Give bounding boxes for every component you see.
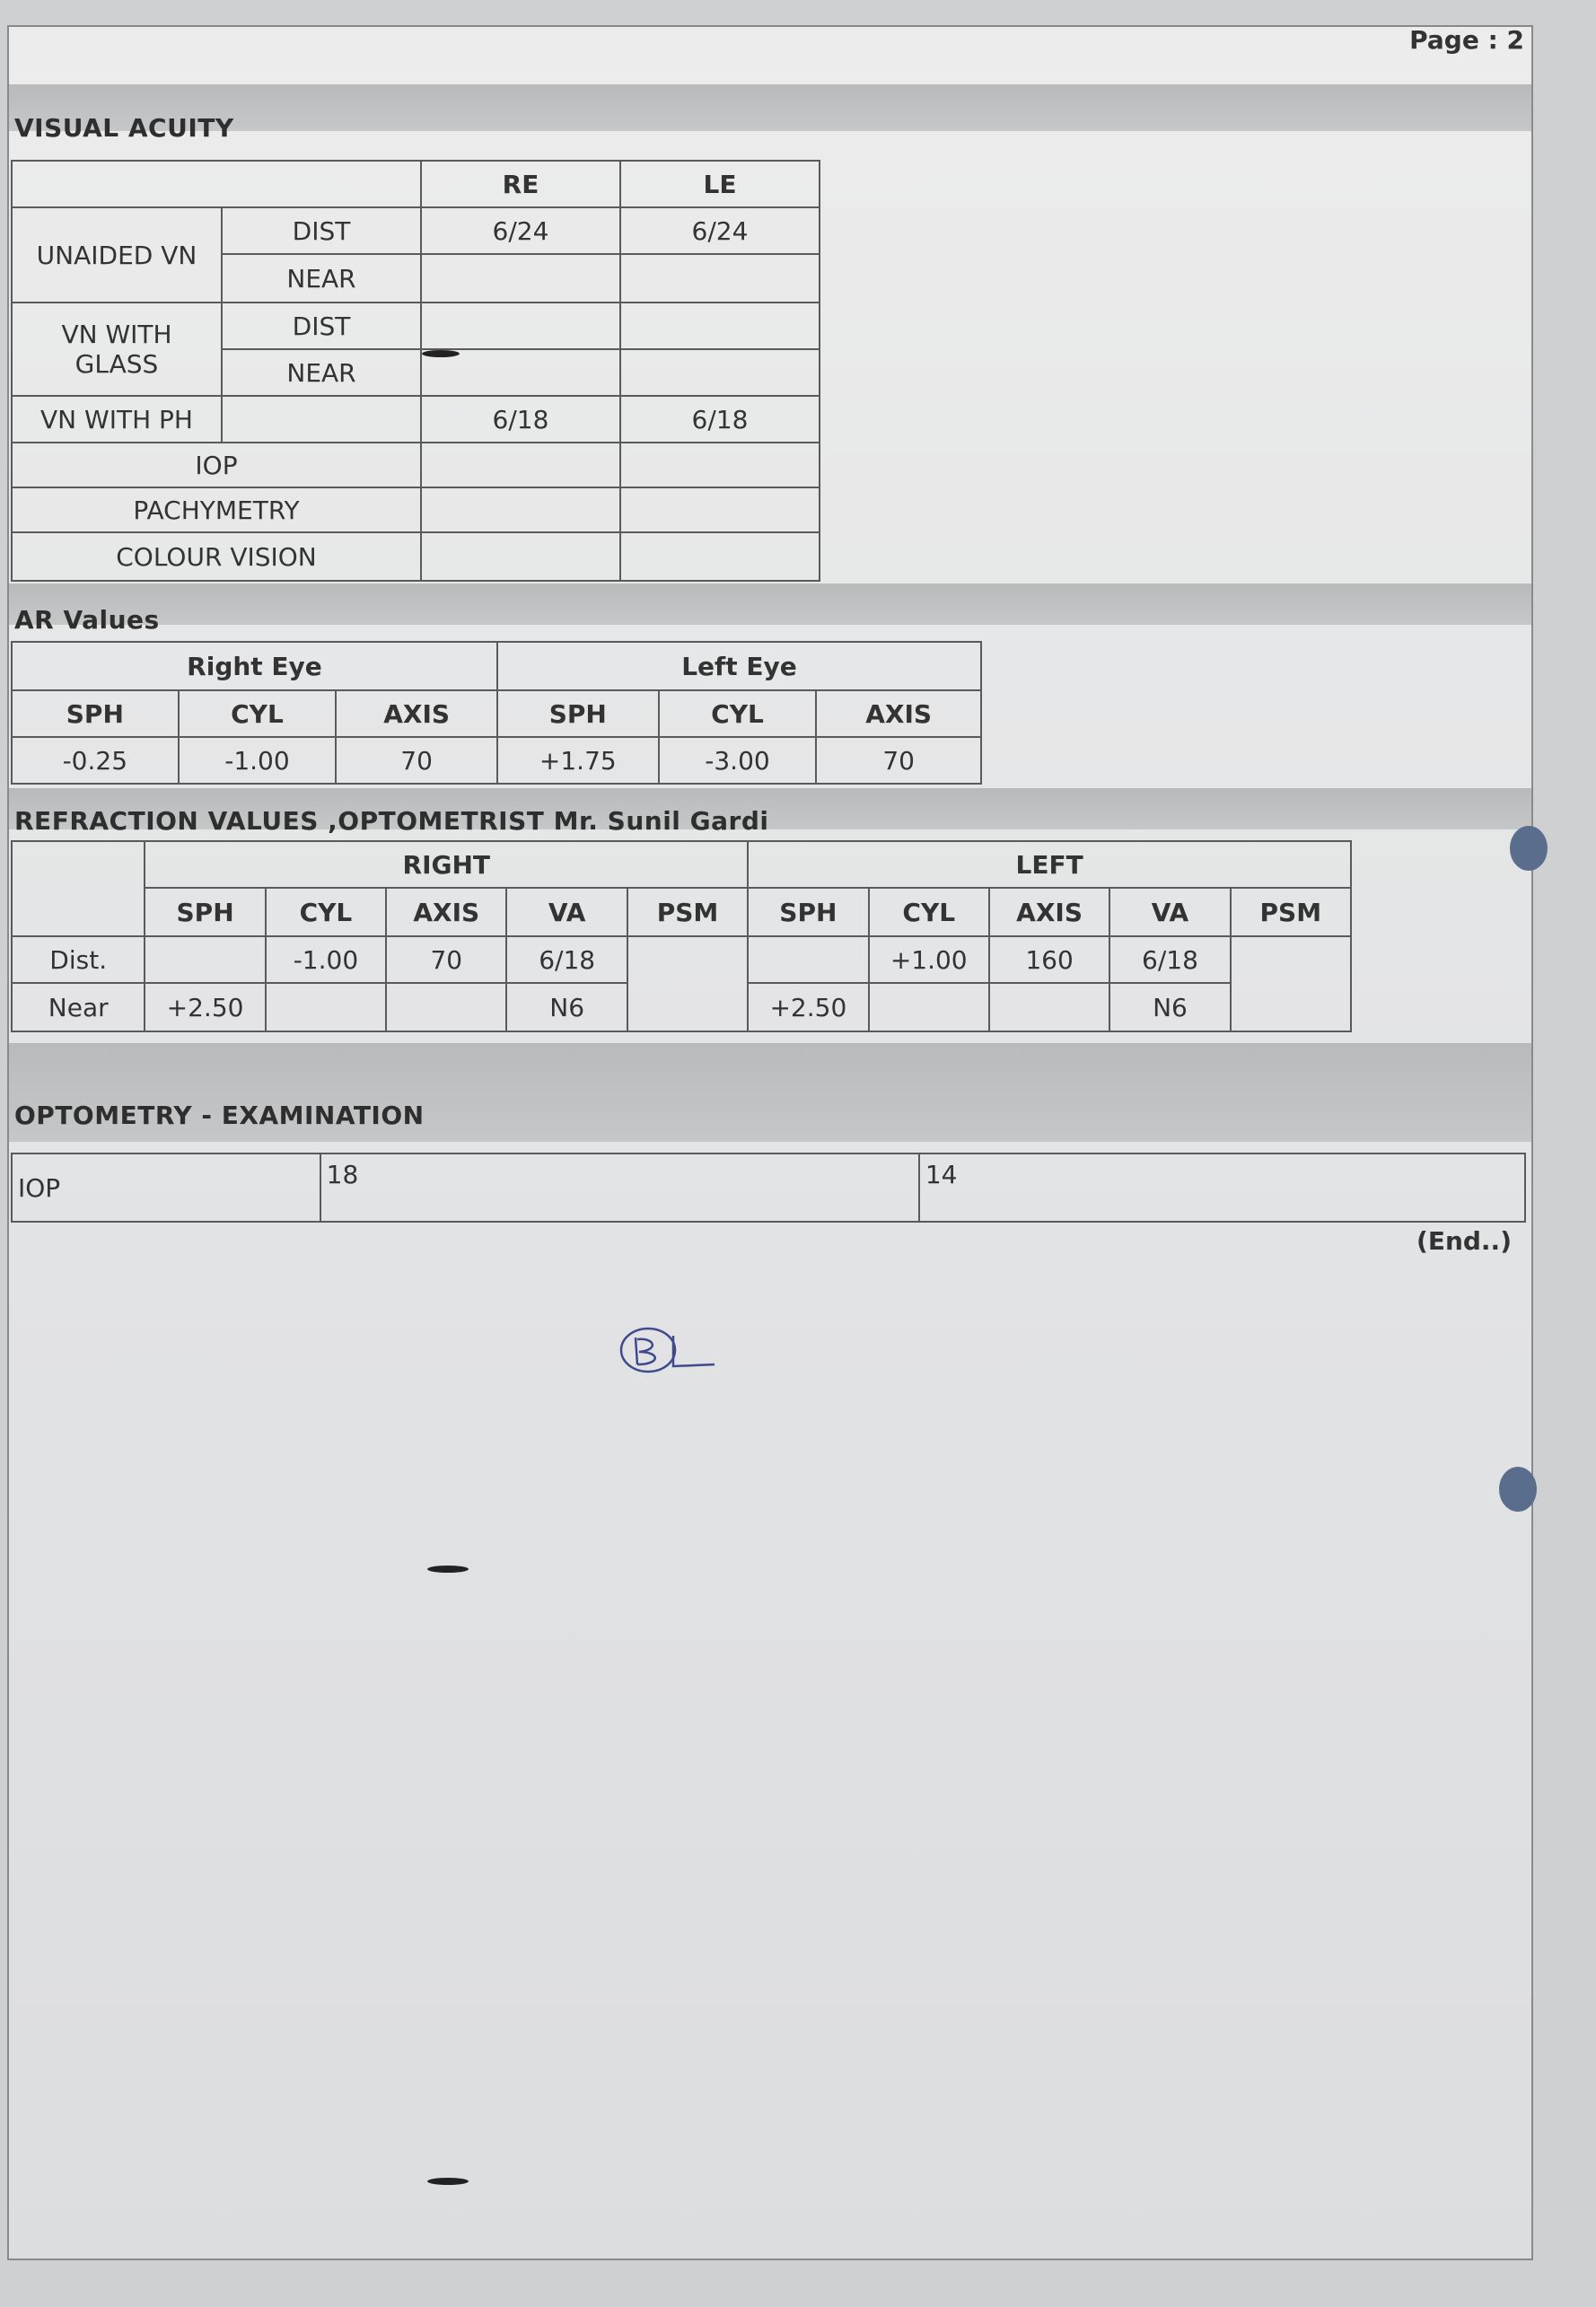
r-axis-header: AXIS xyxy=(386,888,506,936)
r-psm-value xyxy=(627,936,748,1031)
visual-acuity-title: VISUAL ACUITY xyxy=(14,113,234,143)
near-row-label: Near xyxy=(12,983,145,1031)
l-va-header: VA xyxy=(1109,888,1230,936)
vn-with-glass-label: VN WITH GLASS xyxy=(12,303,222,396)
refraction-corner-cell xyxy=(12,841,145,936)
ph-blank xyxy=(222,396,421,443)
r-cyl-header: CYL xyxy=(266,888,386,936)
vn-with-ph-label: VN WITH PH xyxy=(12,396,222,443)
unaided-near-re xyxy=(421,254,620,303)
pachymetry-re xyxy=(421,487,620,532)
l-dist-va: 6/18 xyxy=(1109,936,1230,983)
refraction-left-header: LEFT xyxy=(748,841,1351,888)
ph-le: 6/18 xyxy=(620,396,820,443)
ar-le-axis-header: AXIS xyxy=(816,690,981,737)
opt-iop-label: IOP xyxy=(12,1154,320,1222)
handwritten-initials-mark xyxy=(616,1320,741,1382)
ar-re-axis-header: AXIS xyxy=(336,690,497,737)
ar-le-sph: +1.75 xyxy=(497,737,659,784)
iop-re xyxy=(421,443,620,487)
l-near-cyl xyxy=(869,983,989,1031)
va-corner-cell xyxy=(12,161,421,207)
r-near-cyl xyxy=(266,983,386,1031)
r-va-header: VA xyxy=(506,888,627,936)
punch-hole xyxy=(1499,1467,1537,1512)
optometry-table xyxy=(11,1153,1526,1223)
pachymetry-le xyxy=(620,487,820,532)
iop-label: IOP xyxy=(12,443,421,487)
ar-re-cyl-header: CYL xyxy=(179,690,337,737)
l-dist-cyl: +1.00 xyxy=(869,936,989,983)
unaided-near-le xyxy=(620,254,820,303)
visual-acuity-table xyxy=(11,160,820,582)
opt-iop-left: 14 xyxy=(919,1154,1525,1222)
ar-re-cyl: -1.00 xyxy=(179,737,337,784)
r-near-va: N6 xyxy=(506,983,627,1031)
l-dist-axis: 160 xyxy=(989,936,1109,983)
colour-vision-le xyxy=(620,532,820,581)
r-sph-header: SPH xyxy=(145,888,265,936)
l-dist-sph xyxy=(748,936,868,983)
ar-values-table xyxy=(11,641,982,785)
ar-re-sph: -0.25 xyxy=(12,737,179,784)
iop-le xyxy=(620,443,820,487)
ar-values-title: AR Values xyxy=(14,605,160,635)
ar-re-axis: 70 xyxy=(336,737,497,784)
glass-dist-le xyxy=(620,303,820,349)
l-psm-header: PSM xyxy=(1231,888,1351,936)
ar-le-sph-header: SPH xyxy=(497,690,659,737)
ar-right-eye-header: Right Eye xyxy=(12,642,497,690)
l-near-va: N6 xyxy=(1109,983,1230,1031)
report-sheet xyxy=(7,25,1533,2260)
l-psm-value xyxy=(1231,936,1351,1031)
r-psm-header: PSM xyxy=(627,888,748,936)
optometry-title: OPTOMETRY - EXAMINATION xyxy=(14,1101,425,1130)
unaided-dist-re: 6/24 xyxy=(421,207,620,254)
smudge-mark xyxy=(427,2178,469,2185)
punch-hole xyxy=(1510,826,1548,871)
unaided-dist-le: 6/24 xyxy=(620,207,820,254)
refraction-right-header: RIGHT xyxy=(145,841,748,888)
glass-dist-re xyxy=(421,303,620,349)
glass-dist-label: DIST xyxy=(222,303,421,349)
colour-vision-label: COLOUR VISION xyxy=(12,532,421,581)
refraction-title: REFRACTION VALUES ,OPTOMETRIST Mr. Sunil Gardi xyxy=(14,806,769,836)
ar-le-cyl-header: CYL xyxy=(659,690,817,737)
page-number: Page : 2 xyxy=(1409,25,1524,55)
unaided-dist-label: DIST xyxy=(222,207,421,254)
opt-iop-right: 18 xyxy=(320,1154,919,1222)
l-near-sph: +2.50 xyxy=(748,983,868,1031)
dist-row-label: Dist. xyxy=(12,936,145,983)
ar-values-band xyxy=(9,583,1531,625)
glass-near-le xyxy=(620,349,820,396)
r-dist-axis: 70 xyxy=(386,936,506,983)
va-header-re: RE xyxy=(421,161,620,207)
l-near-axis xyxy=(989,983,1109,1031)
end-marker: (End..) xyxy=(1416,1226,1512,1256)
visual-acuity-band xyxy=(9,84,1531,131)
glass-near-label: NEAR xyxy=(222,349,421,396)
r-dist-sph xyxy=(145,936,265,983)
refraction-table xyxy=(11,840,1352,1032)
l-sph-header: SPH xyxy=(748,888,868,936)
colour-vision-re xyxy=(421,532,620,581)
r-near-axis xyxy=(386,983,506,1031)
r-near-sph: +2.50 xyxy=(145,983,265,1031)
r-dist-cyl: -1.00 xyxy=(266,936,386,983)
ph-re: 6/18 xyxy=(421,396,620,443)
l-cyl-header: CYL xyxy=(869,888,989,936)
unaided-vn-label: UNAIDED VN xyxy=(12,207,222,303)
ar-re-sph-header: SPH xyxy=(12,690,179,737)
unaided-near-label: NEAR xyxy=(222,254,421,303)
pachymetry-label: PACHYMETRY xyxy=(12,487,421,532)
ar-le-cyl: -3.00 xyxy=(659,737,817,784)
l-axis-header: AXIS xyxy=(989,888,1109,936)
smudge-mark xyxy=(422,350,460,357)
ar-le-axis: 70 xyxy=(816,737,981,784)
r-dist-va: 6/18 xyxy=(506,936,627,983)
smudge-mark xyxy=(427,1566,469,1573)
va-header-le: LE xyxy=(620,161,820,207)
ar-left-eye-header: Left Eye xyxy=(497,642,981,690)
